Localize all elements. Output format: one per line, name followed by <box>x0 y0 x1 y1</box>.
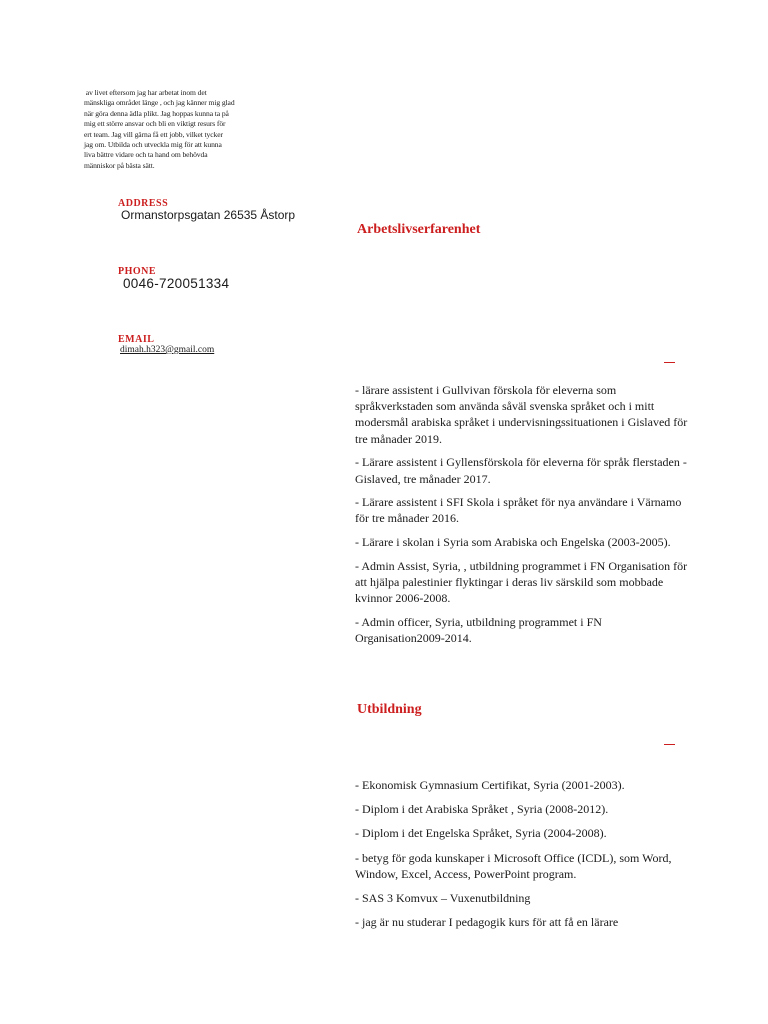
list-item: - betyg för goda kunskaper i Microsoft Office (ICDL), som Word, Window, Excel, Access, PowerPoint program. <box>355 850 672 881</box>
list-item: - lärare assistent i Gullvivan förskola för eleverna som språkverkstaden som använda såväl svenska språket och i mitt modersmål arabiska språket i undervisningssituationen i Gislaved för tre månader 2019. <box>355 383 688 446</box>
education-heading: Utbildning <box>357 702 422 717</box>
email-link[interactable]: dimah.h323@gmail.com <box>120 345 215 355</box>
intro-line: när göra denna ädla plikt. Jag hoppas kunna ta på <box>84 108 229 118</box>
intro-line: människor på bästa sätt. <box>84 160 155 170</box>
list-item: - Lärare assistent i SFI Skola i språket för nya användare i Värnamo för tre månader 2016. <box>355 495 682 526</box>
intro-paragraph <box>84 88 294 171</box>
section-dash-marker <box>664 744 675 745</box>
intro-line: jag om. Utbilda och utveckla mig för att kunna <box>84 140 222 150</box>
email-label: EMAIL <box>118 334 155 345</box>
list-item: - Diplom i det Arabiska Språket , Syria (2008-2012). <box>355 802 609 817</box>
intro-line: mig ett större ansvar och bli en viktigt resurs för <box>84 119 226 129</box>
list-item: - Admin officer, Syria, utbildning programmet i FN Organisation2009-2014. <box>355 614 602 646</box>
phone-value: 0046-720051334 <box>123 276 230 291</box>
list-item: - SAS 3 Komvux – Vuxenutbildning <box>355 891 531 906</box>
list-item: - Lärare assistent i Gyllensförskola för eleverna för språk flerstaden -Gislaved, tre månader 2017. <box>355 455 687 486</box>
address-label: ADDRESS <box>118 198 169 209</box>
address-value: Ormanstorpsgatan 26535 Åstorp <box>121 208 296 222</box>
work-experience-list <box>355 382 690 654</box>
list-item: - Admin Assist, Syria, , utbildning programmet i FN Organisation för att hjälpa palestinier flyktingar i deras liv särskild som mobbade kvinnor 2006-2008. <box>355 558 688 606</box>
phone-label: PHONE <box>118 266 157 277</box>
work-experience-heading: Arbetslivserfarenhet <box>357 222 481 237</box>
list-item: - Diplom i det Engelska Språket, Syria (2004-2008). <box>355 826 607 841</box>
intro-line: ert team. Jag vill gärna få ett jobb, vilket tycker <box>84 129 223 139</box>
intro-line: av livet eftersom jag har arbetat inom det <box>84 88 207 97</box>
education-list <box>355 777 690 938</box>
list-item: - Ekonomisk Gymnasium Certifikat, Syria (2001-2003). <box>355 778 625 792</box>
list-item: - jag är nu studerar I pedagogik kurs för att få en lärare <box>355 915 619 930</box>
section-dash-marker <box>664 362 675 363</box>
list-item: - Lärare i skolan i Syria som Arabiska och Engelska (2003-2005). <box>355 535 671 550</box>
intro-line: mänskliga området länge , och jag känner mig glad <box>84 98 235 108</box>
intro-line: liva bättre vidare och ta hand om behövda <box>84 150 208 160</box>
